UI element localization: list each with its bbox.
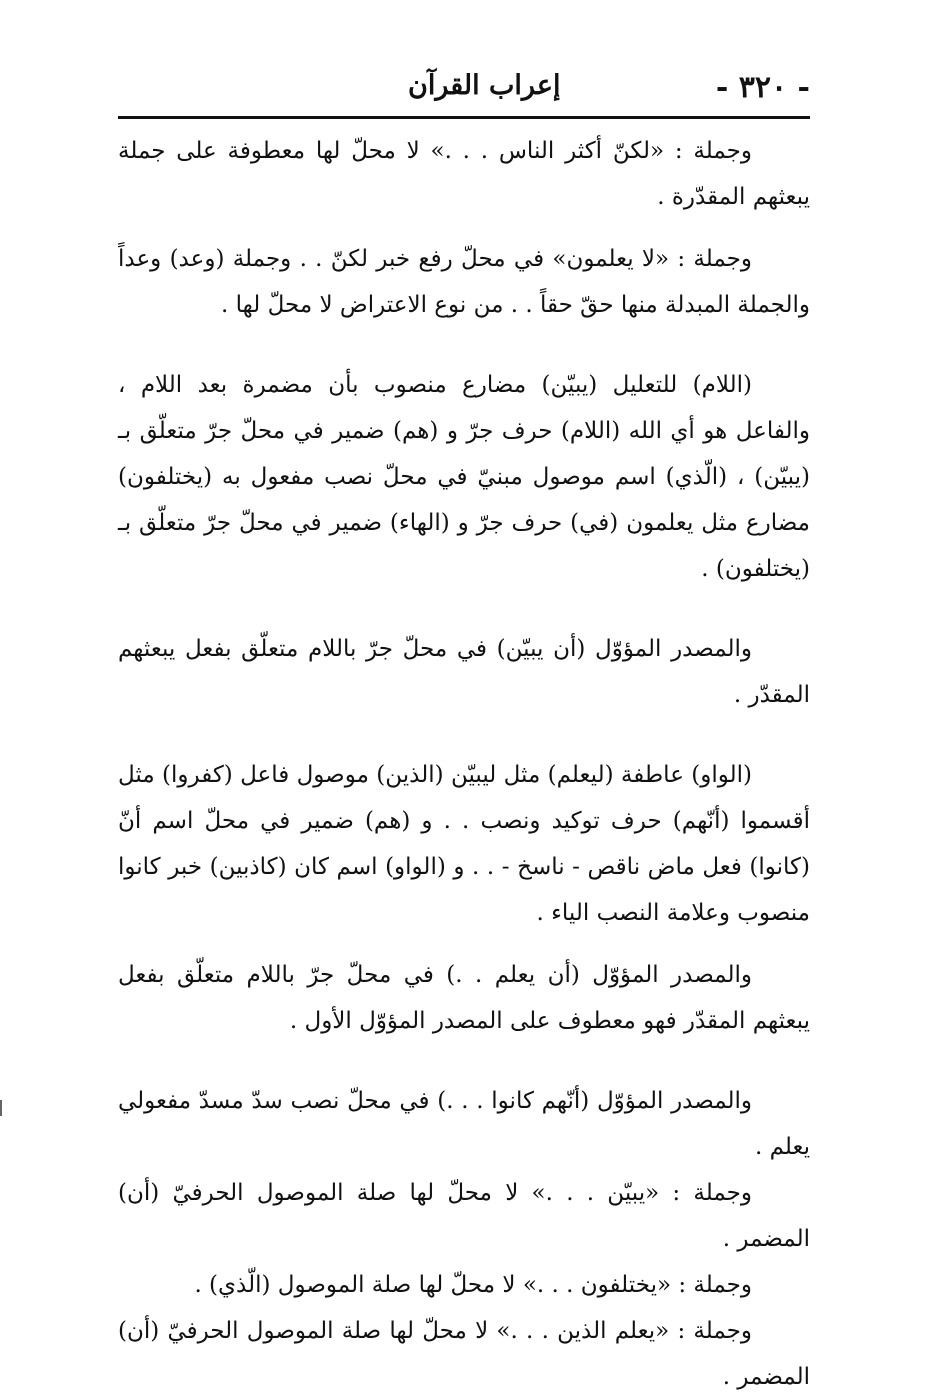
paragraph: وجملة : «يختلفون . . .» لا محلّ لها صلة الموصول (الّذي) . [194,1272,752,1298]
running-title: إعراب القرآن [408,70,561,101]
header-divider [118,116,810,119]
page-body [118,128,810,1400]
paragraph: والمصدر المؤوّل (أن يبيّن) في محلّ جرّ باللام متعلّق بفعل يبعثهم المقدّر . [118,636,810,708]
paragraph: والمصدر المؤوّل (أن يعلم . .) في محلّ جرّ باللام متعلّق بفعل يبعثهم المقدّر فهو معطوف على المصدر المؤوّل الأول . [118,962,810,1034]
paragraph: (اللام) للتعليل (يبيّن) مضارع منصوب بأن مضمرة بعد اللام ، والفاعل هو أي الله (اللام) حرف جرّ و (هم) ضمير في محلّ جرّ متعلّق بـ (يبيّن) ، (الّذي) اسم موصول مبنيّ في محلّ نصب مفعول به (يختلفون) مضارع مثل يعلمون (في) حرف جرّ و (الهاء) ضمير في محلّ جرّ متعلّق بـ (يختلفون) . [118,372,810,582]
paragraph: (الواو) عاطفة (ليعلم) مثل ليبيّن (الذين) موصول فاعل (كفروا) مثل أقسموا (أنّهم) حرف توكيد ونصب . . و (هم) ضمير في محلّ اسم أنّ (كانوا) فعل ماض ناقص - ناسخ - . . و (الواو) اسم كان (كاذبين) خبر كانوا منصوب وعلامة النصب الياء . [118,762,810,926]
page-header [118,60,810,112]
page-number: - ٣٢٠ - [715,70,810,105]
paragraph: والمصدر المؤوّل (أنّهم كانوا . . .) في محلّ نصب سدّ مسدّ مفعولي يعلم . [118,1088,810,1160]
paragraph: وجملة : «يعلم الذين . . .» لا محلّ لها صلة الموصول الحرفيّ (أن) المضمر . [118,1318,810,1390]
scan-margin-mark [0,1100,2,1116]
paragraph: وجملة : «لكنّ أكثر الناس . . .» لا محلّ لها معطوفة على جملة يبعثهم المقدّرة . [118,138,810,210]
paragraph: وجملة : «يبيّن . . .» لا محلّ لها صلة الموصول الحرفيّ (أن) المضمر . [118,1180,810,1252]
paragraph: وجملة : «لا يعلمون» في محلّ رفع خبر لكنّ . . وجملة (وعد) وعداً والجملة المبدلة منها حقّ حقاً . . من نوع الاعتراض لا محلّ لها . [118,246,810,318]
